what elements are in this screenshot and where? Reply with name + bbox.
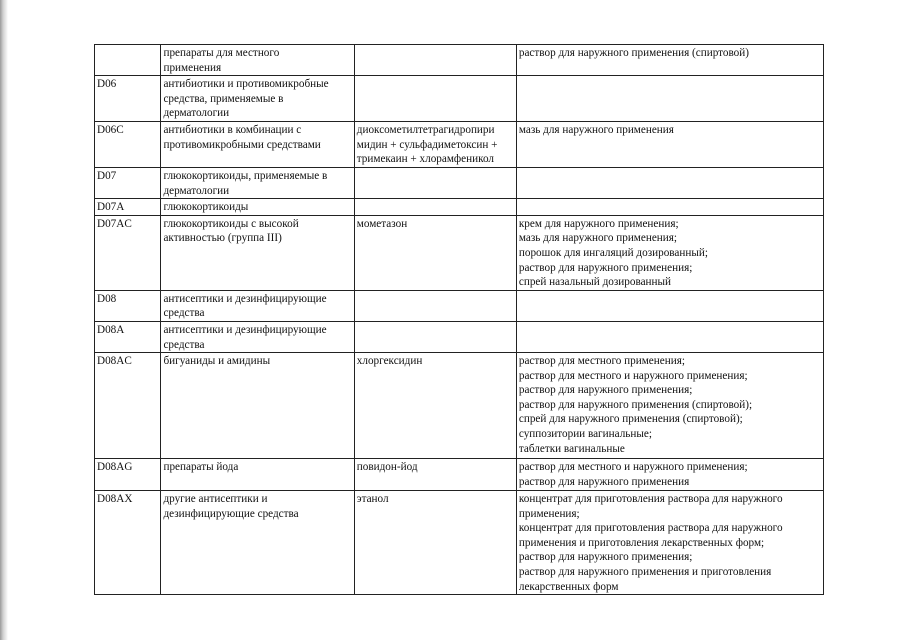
table-row [95, 215, 824, 290]
atc-code: D08AG [97, 461, 133, 474]
anatomical-therapeutic-group-cell [161, 353, 354, 459]
dosage-forms-line: лекарственных форм [518, 580, 619, 593]
drug-name-cell [354, 215, 516, 290]
anatomical-therapeutic-group-cell [161, 45, 354, 76]
dosage-forms-cell [516, 199, 823, 216]
atc-code: D07 [97, 169, 117, 182]
anatomical-therapeutic-group-line: глюкокортикоиды [163, 201, 249, 214]
dosage-forms-line: применения и приготовления лекарственных форм; [518, 536, 765, 549]
dosage-forms-line: мазь для наружного применения; [518, 232, 678, 245]
anatomical-therapeutic-group-line: дерматологии [163, 107, 230, 120]
anatomical-therapeutic-group-cell [161, 321, 354, 352]
drug-name-line: хлоргексидин [356, 355, 423, 368]
dosage-forms-line: раствор для наружного применения; [518, 551, 693, 564]
atc-code: D06 [97, 78, 117, 91]
dosage-forms-cell [516, 215, 823, 290]
anatomical-therapeutic-group-line: глюкокортикоиды с высокой [163, 217, 299, 230]
table-row [95, 199, 824, 216]
dosage-forms-line: крем для наружного применения; [518, 217, 679, 230]
atc-code-cell [95, 76, 161, 122]
atc-code-cell [95, 215, 161, 290]
atc-code: D07AC [97, 217, 132, 230]
table-row [95, 45, 824, 76]
drug-name-cell [354, 290, 516, 321]
anatomical-therapeutic-group-line: антисептики и дезинфицирующие [163, 323, 327, 336]
atc-code-cell [95, 459, 161, 491]
anatomical-therapeutic-group-line: препараты йода [163, 461, 239, 474]
table-row [95, 290, 824, 321]
atc-code-cell [95, 491, 161, 595]
dosage-forms-line: раствор для местного и наружного применения; [518, 461, 748, 474]
drug-name-cell [354, 167, 516, 198]
atc-code: D07A [97, 201, 125, 214]
medication-table [94, 44, 824, 595]
dosage-forms-cell [516, 45, 823, 76]
atc-code-cell [95, 353, 161, 459]
dosage-forms-line: раствор для наружного применения [518, 475, 690, 488]
dosage-forms-line: спрей для наружного применения (спиртовой); [518, 413, 743, 426]
atc-code: D08 [97, 292, 117, 305]
table-row [95, 459, 824, 491]
drug-name-line: этанол [356, 493, 389, 506]
atc-code: D08AX [97, 493, 133, 506]
table-row [95, 321, 824, 352]
anatomical-therapeutic-group-line: противомикробными средствами [163, 138, 321, 151]
anatomical-therapeutic-group-cell [161, 491, 354, 595]
anatomical-therapeutic-group-cell [161, 121, 354, 167]
dosage-forms-line: мазь для наружного применения [518, 123, 674, 136]
drug-name-cell [354, 353, 516, 459]
atc-code-cell [95, 45, 161, 76]
anatomical-therapeutic-group-cell [161, 459, 354, 491]
medication-table-body [95, 45, 824, 595]
dosage-forms-cell [516, 167, 823, 198]
drug-name-cell [354, 199, 516, 216]
dosage-forms-cell [516, 459, 823, 491]
dosage-forms-line: раствор для наружного применения; [518, 384, 693, 397]
drug-name-cell [354, 321, 516, 352]
dosage-forms-cell [516, 290, 823, 321]
anatomical-therapeutic-group-line: средства, применяемые в [163, 92, 284, 105]
drug-name-line: диоксометилтетрагидропири [356, 123, 495, 136]
drug-name-cell [354, 491, 516, 595]
dosage-forms-line: применения; [518, 507, 580, 520]
atc-code-cell [95, 321, 161, 352]
dosage-forms-line: порошок для ингаляций дозированный; [518, 246, 708, 259]
atc-code-cell [95, 167, 161, 198]
atc-code-cell [95, 290, 161, 321]
dosage-forms-line: концентрат для приготовления раствора для наружного [518, 493, 783, 506]
anatomical-therapeutic-group-line: антисептики и дезинфицирующие [163, 292, 327, 305]
anatomical-therapeutic-group-cell [161, 199, 354, 216]
table-row [95, 491, 824, 595]
dosage-forms-cell [516, 121, 823, 167]
anatomical-therapeutic-group-line: активностью (группа III) [163, 232, 282, 245]
drug-name-line: повидон-йод [356, 461, 418, 474]
anatomical-therapeutic-group-line: средства [163, 338, 205, 351]
drug-name-line: мидин + сульфадиметоксин + [356, 138, 498, 151]
dosage-forms-line: раствор для наружного применения и приготовления [518, 566, 772, 579]
atc-code: D06C [97, 123, 124, 136]
drug-name-cell [354, 45, 516, 76]
anatomical-therapeutic-group-line: антибиотики и противомикробные [163, 78, 329, 91]
atc-code: D08A [97, 323, 125, 336]
table-row [95, 121, 824, 167]
dosage-forms-line: суппозитории вагинальные; [518, 428, 652, 441]
anatomical-therapeutic-group-line: препараты для местного [163, 47, 280, 59]
atc-code: D08AC [97, 355, 132, 368]
anatomical-therapeutic-group-line: бигуаниды и амидины [163, 355, 271, 368]
anatomical-therapeutic-group-cell [161, 215, 354, 290]
anatomical-therapeutic-group-cell [161, 167, 354, 198]
table-row [95, 167, 824, 198]
anatomical-therapeutic-group-line: применения [163, 61, 222, 74]
dosage-forms-cell [516, 321, 823, 352]
dosage-forms-line: раствор для наружного применения; [518, 261, 693, 274]
dosage-forms-line: спрей назальный дозированный [518, 276, 672, 289]
anatomical-therapeutic-group-line: антибиотики в комбинации с [163, 123, 302, 136]
scan-page-edge [0, 0, 8, 640]
anatomical-therapeutic-group-cell [161, 76, 354, 122]
anatomical-therapeutic-group-line: дерматологии [163, 184, 230, 197]
dosage-forms-line: раствор для местного и наружного применения; [518, 369, 748, 382]
anatomical-therapeutic-group-line: другие антисептики и [163, 493, 268, 506]
dosage-forms-cell [516, 491, 823, 595]
dosage-forms-cell [516, 76, 823, 122]
dosage-forms-line: раствор для местного применения; [518, 355, 685, 368]
anatomical-therapeutic-group-cell [161, 290, 354, 321]
anatomical-therapeutic-group-line: глюкокортикоиды, применяемые в [163, 169, 328, 182]
drug-name-cell [354, 121, 516, 167]
table-row [95, 76, 824, 122]
drug-name-line: мометазон [356, 217, 408, 230]
drug-name-line: тримекаин + хлорамфеникол [356, 153, 495, 166]
dosage-forms-cell [516, 353, 823, 459]
anatomical-therapeutic-group-line: средства [163, 307, 205, 320]
atc-code-cell [95, 199, 161, 216]
table-row [95, 353, 824, 459]
dosage-forms-line: раствор для наружного применения (спиртовой) [518, 47, 749, 59]
anatomical-therapeutic-group-line: дезинфицирующие средства [163, 507, 299, 520]
atc-code-cell [95, 121, 161, 167]
drug-name-cell [354, 76, 516, 122]
dosage-forms-line: раствор для наружного применения (спиртовой); [518, 398, 753, 411]
dosage-forms-line: таблетки вагинальные [518, 442, 625, 455]
drug-name-cell [354, 459, 516, 491]
dosage-forms-line: концентрат для приготовления раствора для наружного [518, 522, 783, 535]
